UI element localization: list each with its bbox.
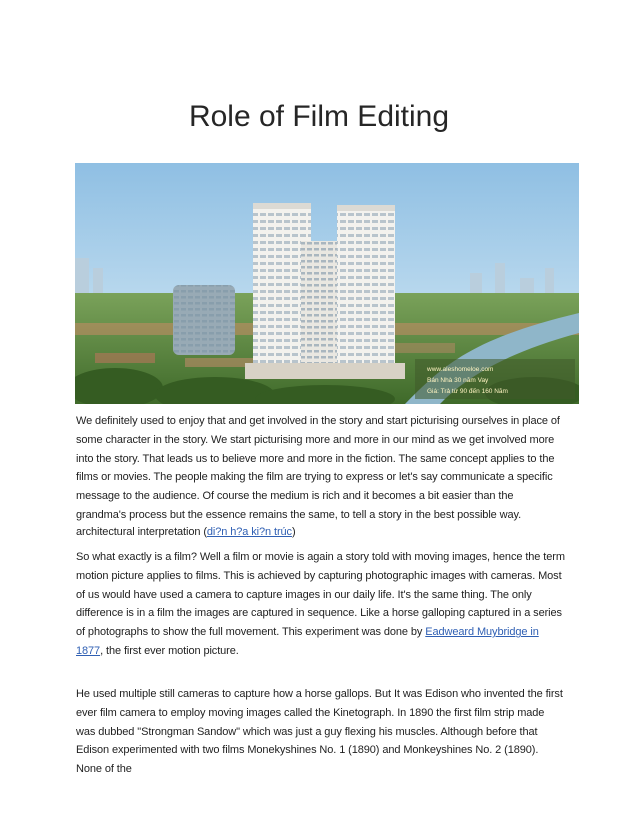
muybridge-link[interactable]: Eadweard Muybridge in 1877	[76, 626, 539, 657]
hero-overlay-caption	[415, 359, 575, 399]
architectural-interpretation-link[interactable]: di?n h?a ki?n trúc	[206, 526, 292, 538]
paragraph-film-suffix: , the first ever motion picture.	[100, 644, 239, 657]
paragraph-intro: We definitely used to enjoy that and get involved in the story and start picturising ourselves in place of some character in the story. We start picturising more and more in our mind as we get involved more into the story. That leads us to believe more and more in the fiction. The same concept applies to the films or movies. The people making the film are trying to express or let's say communicate a specific message to the audience. Of course the medium is rich and it becomes a bit easier than the grandma's process but the essence remains the same, to tell a story in the best possible way.	[76, 415, 560, 521]
podium	[245, 363, 405, 379]
link-line-suffix: )	[291, 526, 296, 538]
paragraph-film-prefix: So what exactly is a film? Well a film or movie is again a story told with moving images, hence the term motion picture applies to films. This is achieved by capturing photographic images with cameras. Most of us would have used a camera to capture images in our daily life. It's the same thing. The only difference is in a film the images are captured in sequence. Like a horse galloping captured in a series of photographs to show the full movement. This experiment was done by	[76, 551, 565, 639]
overlay-line-2: Bán Nhà 30 năm Vay	[427, 377, 489, 384]
page-title: Role of Film Editing	[188, 100, 450, 133]
tower-middle	[301, 241, 343, 375]
paragraph-what-is-film	[76, 548, 566, 661]
paragraph-edison: He used multiple still cameras to capture how a horse gallops. But It was Edison who invented the first ever film camera to employ moving images called the Kinetograph. In 1890 the first film strip made was dubbed "Strongman Sandow" which was just a guy flexing his muscles. Although before that Edison experimented with two films Monekyshines No. 1 (1890) and Monkeyshines No. 2 (1890). None of the	[76, 688, 563, 776]
cityscape-illustration	[75, 163, 579, 404]
tower-right	[337, 205, 395, 371]
hero-image	[75, 163, 579, 404]
overlay-line-1: www.aleshomeloe.com	[427, 366, 494, 373]
glass-tower	[173, 285, 235, 355]
paragraph-link-line	[76, 523, 566, 542]
link-line-prefix: architectural interpretation (	[76, 526, 207, 538]
overlay-line-3: Giá: Trả từ 90 đến 160 Năm	[427, 388, 508, 395]
